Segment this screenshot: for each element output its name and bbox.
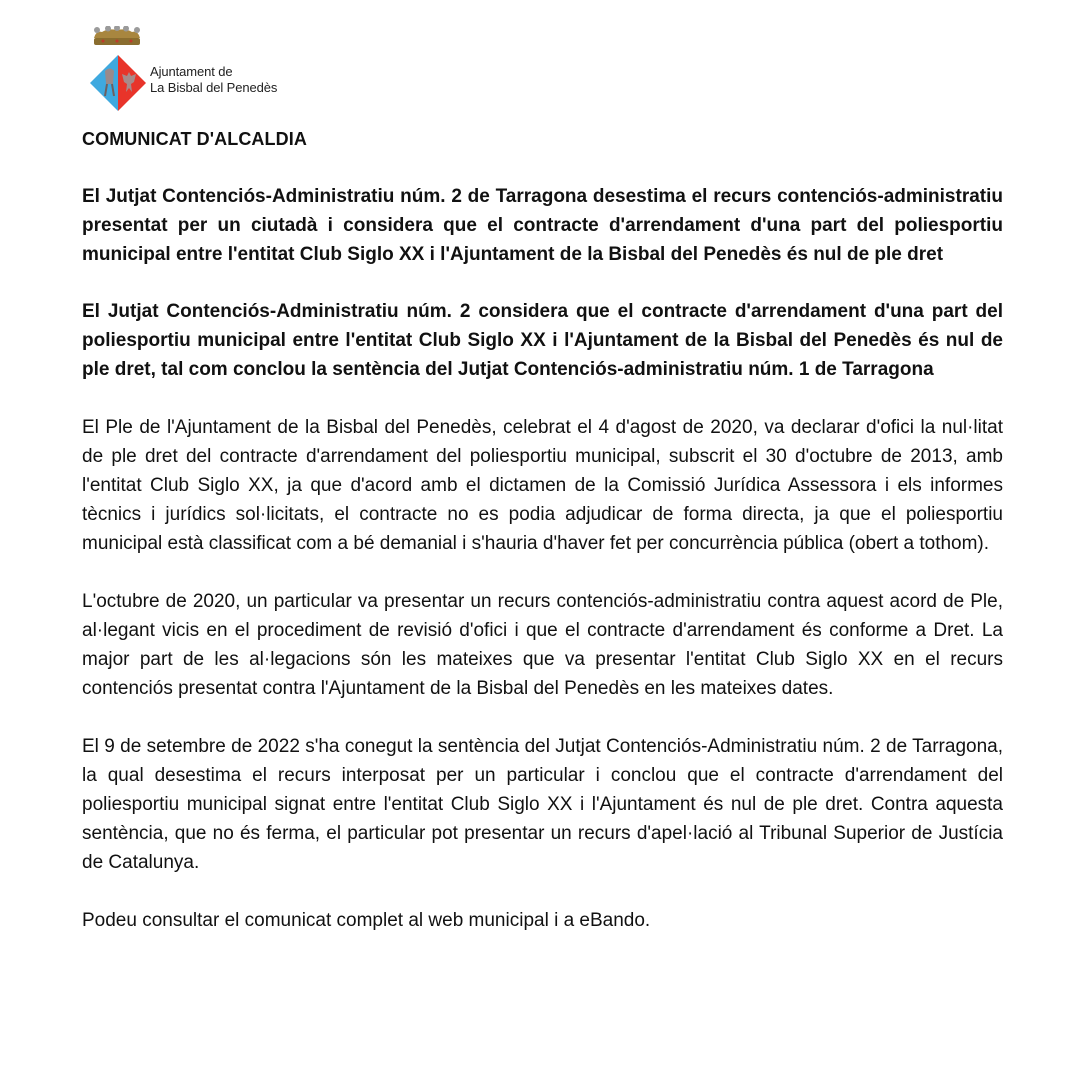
coat-of-arms-icon [88, 26, 148, 116]
closing-paragraph: Podeu consultar el comunicat complet al web municipal i a eBando. [82, 910, 651, 931]
lead-paragraph-1: El Jutjat Contenciós-Administratiu núm. 2 de Tarragona desestima el recurs contenciós-administratiu presentat per un ciutadà i considera que el contracte d'arrendament d'una part del poliesportiu municipal entre l'entitat Club Siglo XX i l'Ajuntament de la Bisbal del Penedès és nul de ple dret [82, 186, 1003, 265]
shield-icon [90, 55, 146, 111]
crown-icon [94, 26, 140, 45]
logo-line-1: Ajuntament de [150, 64, 233, 79]
page-title: COMUNICAT D'ALCALDIA [82, 129, 307, 149]
logo-text [150, 64, 277, 96]
logo-line-2: La Bisbal del Penedès [150, 80, 278, 95]
body-paragraph-3: El 9 de setembre de 2022 s'ha conegut la sentència del Jutjat Contenciós-Administratiu núm. 2 de Tarragona, la qual desestima el recurs interposat per un particular i conclou que el contracte d'arrendament del poliesportiu municipal signat entre l'entitat Club Siglo XX i l'Ajuntament és nul de ple dret. Contra aquesta sentència, que no és ferma, el particular pot presentar un recurs d'apel·lació al Tribunal Superior de Justícia de Catalunya. [82, 736, 1003, 873]
municipal-logo [88, 26, 308, 116]
body-paragraph-2: L'octubre de 2020, un particular va presentar un recurs contenciós-administratiu contra aquest acord de Ple, al·legant vicis en el procediment de revisió d'ofici i que el contracte d'arrendament és conforme a Dret. La major part de les al·legacions són les mateixes que va presentar l'entitat Club Siglo XX en el recurs contenciós presentat contra l'Ajuntament de la Bisbal del Penedès en les mateixes dates. [82, 591, 1003, 699]
document-body [82, 126, 1003, 935]
lead-paragraph-2: El Jutjat Contenciós-Administratiu núm. 2 considera que el contracte d'arrendament d'una part del poliesportiu municipal entre l'entitat Club Siglo XX i l'Ajuntament de la Bisbal del Penedès és nul de ple dret, tal com conclou la sentència del Jutjat Contenciós-administratiu núm. 1 de Tarragona [82, 301, 1003, 380]
body-paragraph-1: El Ple de l'Ajuntament de la Bisbal del Penedès, celebrat el 4 d'agost de 2020, va declarar d'ofici la nul·litat de ple dret del contracte d'arrendament del poliesportiu municipal, subscrit el 30 d'octubre de 2013, amb l'entitat Club Siglo XX, ja que d'acord amb el dictamen de la Comissió Jurídica Assessora i els informes tècnics i jurídics sol·licitats, el contracte no es podia adjudicar de forma directa, ja que el poliesportiu municipal està classificat com a bé demanial i s'hauria d'haver fet per concurrència pública (obert a tothom). [82, 417, 1003, 554]
